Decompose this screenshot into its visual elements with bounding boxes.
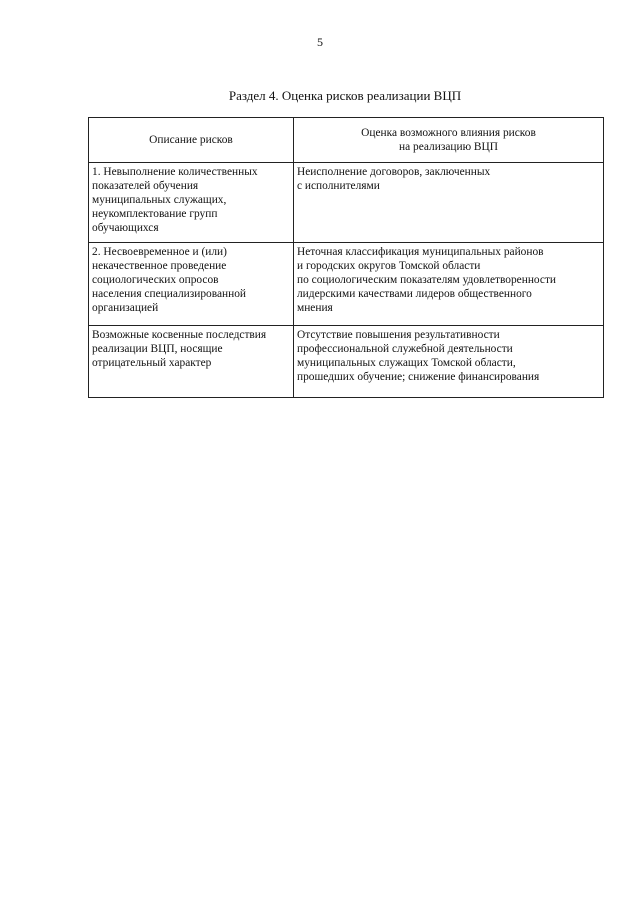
risk-impact-text: Отсутствие повышения результативности профессиональной служебной деятельности муниципальных служащих Томской области, прошедших обучение; снижение финансирования [297, 329, 540, 383]
risk-impact-text: Неисполнение договоров, заключенных с исполнителями [297, 166, 491, 192]
risk-assessment-table [88, 117, 604, 398]
table-row [89, 243, 604, 326]
table-row [89, 163, 604, 243]
risk-impact-text: Неточная классификация муниципальных районов и городских округов Томской области по социологическим показателям удовлетворенности лидерскими качествами лидеров общественного мнения [297, 246, 557, 314]
risk-description-cell [89, 243, 294, 326]
table-header-row [89, 118, 604, 163]
table-row [89, 326, 604, 398]
risk-description-text: 1. Невыполнение количественных показателей обучения муниципальных служащих, неукомплектование групп обучающихся [92, 166, 258, 234]
risk-impact-cell [294, 326, 604, 398]
risk-description-text: 2. Несвоевременное и (или) некачественное проведение социологических опросов населения специализированной организацией [92, 246, 247, 314]
header-risk-description [89, 118, 294, 163]
risk-impact-cell [294, 163, 604, 243]
section-title: Раздел 4. Оценка рисков реализации ВЦП [228, 88, 462, 103]
risk-description-text: Возможные косвенные последствия реализации ВЦП, носящие отрицательный характер [92, 329, 267, 369]
page-number: 5 [317, 35, 323, 49]
risk-impact-cell [294, 243, 604, 326]
risk-description-cell [89, 326, 294, 398]
header-risk-description-text: Описание рисков [149, 134, 233, 146]
header-risk-impact-text: Оценка возможного влияния рисков на реализацию ВЦП [361, 127, 536, 153]
header-risk-impact [294, 118, 604, 163]
risk-description-cell [89, 163, 294, 243]
